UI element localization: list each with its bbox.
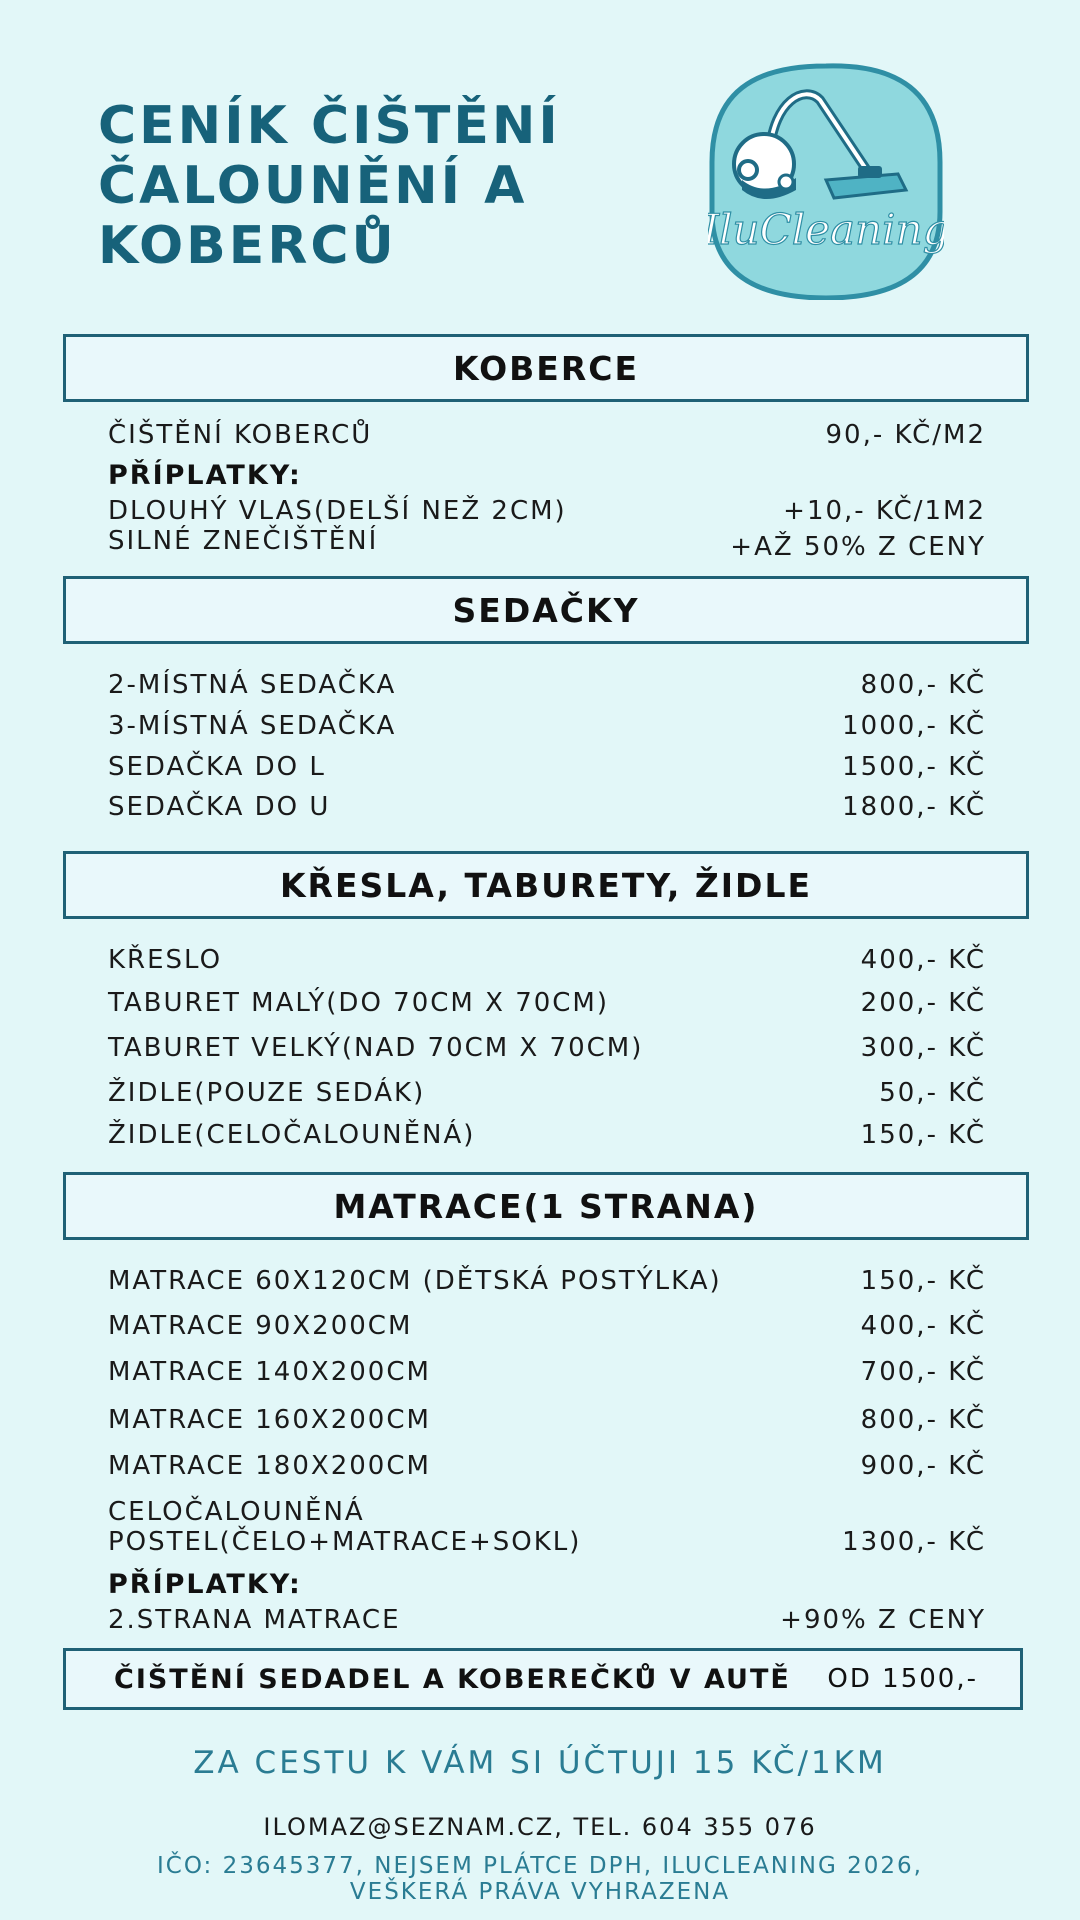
item-name: ČIŠTĚNÍ KOBERCŮ xyxy=(108,420,373,450)
item-price: 90,- KČ/M2 xyxy=(825,420,986,450)
section-header-koberce: KOBERCE xyxy=(63,334,1029,402)
item-name-line: CELOČALOUNĚNÁ xyxy=(108,1497,365,1527)
contact-info: ILOMAZ@SEZNAM.CZ, TEL. 604 355 076 xyxy=(263,1813,817,1841)
item-name: MATRACE 160X200CM xyxy=(108,1405,431,1435)
page-title xyxy=(98,96,561,276)
item-price: 900,- KČ xyxy=(860,1451,986,1481)
list-item xyxy=(108,1357,986,1387)
item-name: MATRACE 90X200CM xyxy=(108,1311,413,1341)
item-name: TABURET VELKÝ(NAD 70CM X 70CM) xyxy=(108,1033,644,1063)
item-name: SILNÉ ZNEČIŠTĚNÍ xyxy=(108,526,379,556)
travel-fee-note: ZA CESTU K VÁM SI ÚČTUJI 15 KČ/1KM xyxy=(193,1745,887,1781)
legal-note xyxy=(0,1853,1080,1905)
list-item xyxy=(108,1497,986,1557)
item-price: 200,- KČ xyxy=(860,988,986,1018)
item-price: 1300,- KČ xyxy=(842,1527,986,1557)
car-label: ČIŠTĚNÍ SEDADEL A KOBEREČKŮ V AUTĚ xyxy=(114,1663,791,1695)
item-name-line: POSTEL(ČELO+MATRACE+SOKL) xyxy=(108,1527,582,1557)
section-header-sedacky: SEDAČKY xyxy=(63,576,1029,644)
item-price: 1000,- KČ xyxy=(842,711,986,741)
list-item xyxy=(108,670,986,700)
item-price: +AŽ 50% Z CENY xyxy=(730,532,986,562)
title-line: ČALOUNĚNÍ A xyxy=(98,156,528,216)
list-item xyxy=(108,1033,986,1063)
item-price: 150,- KČ xyxy=(860,1266,986,1296)
list-item xyxy=(108,1078,986,1108)
list-item xyxy=(108,420,986,450)
item-price: 300,- KČ xyxy=(860,1033,986,1063)
item-price: 400,- KČ xyxy=(860,1311,986,1341)
item-name: 3-MÍSTNÁ SEDAČKA xyxy=(108,711,397,741)
surcharge-label: PŘÍPLATKY: xyxy=(108,1569,302,1600)
list-item xyxy=(108,988,986,1018)
legal-line: IČO: 23645377, NEJSEM PLÁTCE DPH, ILUCLEANING 2026, xyxy=(157,1853,923,1879)
vacuum-cleaner-icon xyxy=(708,62,944,300)
item-price: 700,- KČ xyxy=(860,1357,986,1387)
item-price: 150,- KČ xyxy=(860,1120,986,1150)
item-name: ŽIDLE(POUZE SEDÁK) xyxy=(108,1078,426,1108)
item-price: 400,- KČ xyxy=(860,945,986,975)
item-name: TABURET MALÝ(DO 70CM X 70CM) xyxy=(108,988,610,1018)
item-price: 800,- KČ xyxy=(860,1405,986,1435)
list-item xyxy=(108,1605,986,1635)
item-price: 1500,- KČ xyxy=(842,752,986,782)
item-price: +90% Z CENY xyxy=(780,1605,986,1635)
list-item xyxy=(108,711,986,741)
list-item xyxy=(108,1311,986,1341)
item-name: DLOUHÝ VLAS(DELŠÍ NEŽ 2CM) xyxy=(108,496,567,526)
section-header-matrace: MATRACE(1 STRANA) xyxy=(63,1172,1029,1240)
list-item xyxy=(108,1120,986,1150)
title-line: KOBERCŮ xyxy=(98,216,397,276)
list-item xyxy=(108,1451,986,1481)
list-item xyxy=(108,1266,986,1296)
item-name: 2.STRANA MATRACE xyxy=(108,1605,401,1635)
item-name: ŽIDLE(CELOČALOUNĚNÁ) xyxy=(108,1120,476,1150)
item-name: SEDAČKA DO L xyxy=(108,752,326,782)
logo-text: IluCleaning xyxy=(708,205,944,254)
item-name: MATRACE 180X200CM xyxy=(108,1451,431,1481)
item-price: 1800,- KČ xyxy=(842,792,986,822)
item-name: KŘESLO xyxy=(108,945,223,975)
list-item xyxy=(108,526,986,562)
item-name: 2-MÍSTNÁ SEDAČKA xyxy=(108,670,397,700)
title-line: CENÍK ČIŠTĚNÍ xyxy=(98,96,561,156)
logo xyxy=(708,62,944,300)
car-cleaning-box xyxy=(63,1648,1023,1710)
section-header-kresla: KŘESLA, TABURETY, ŽIDLE xyxy=(63,851,1029,919)
legal-line: VEŠKERÁ PRÁVA VYHRAZENA xyxy=(349,1879,731,1905)
list-item xyxy=(108,945,986,975)
item-price: +10,- KČ/1M2 xyxy=(783,496,986,526)
item-price: 50,- KČ xyxy=(879,1078,986,1108)
item-name: MATRACE 140X200CM xyxy=(108,1357,431,1387)
list-item xyxy=(108,792,986,822)
surcharge-label: PŘÍPLATKY: xyxy=(108,460,302,491)
item-name: SEDAČKA DO U xyxy=(108,792,331,822)
car-price: OD 1500,- xyxy=(827,1664,978,1694)
item-price: 800,- KČ xyxy=(860,670,986,700)
list-item xyxy=(108,496,986,526)
list-item xyxy=(108,1405,986,1435)
item-name xyxy=(108,1497,581,1557)
item-name: MATRACE 60X120CM (DĚTSKÁ POSTÝLKA) xyxy=(108,1266,722,1296)
list-item xyxy=(108,752,986,782)
